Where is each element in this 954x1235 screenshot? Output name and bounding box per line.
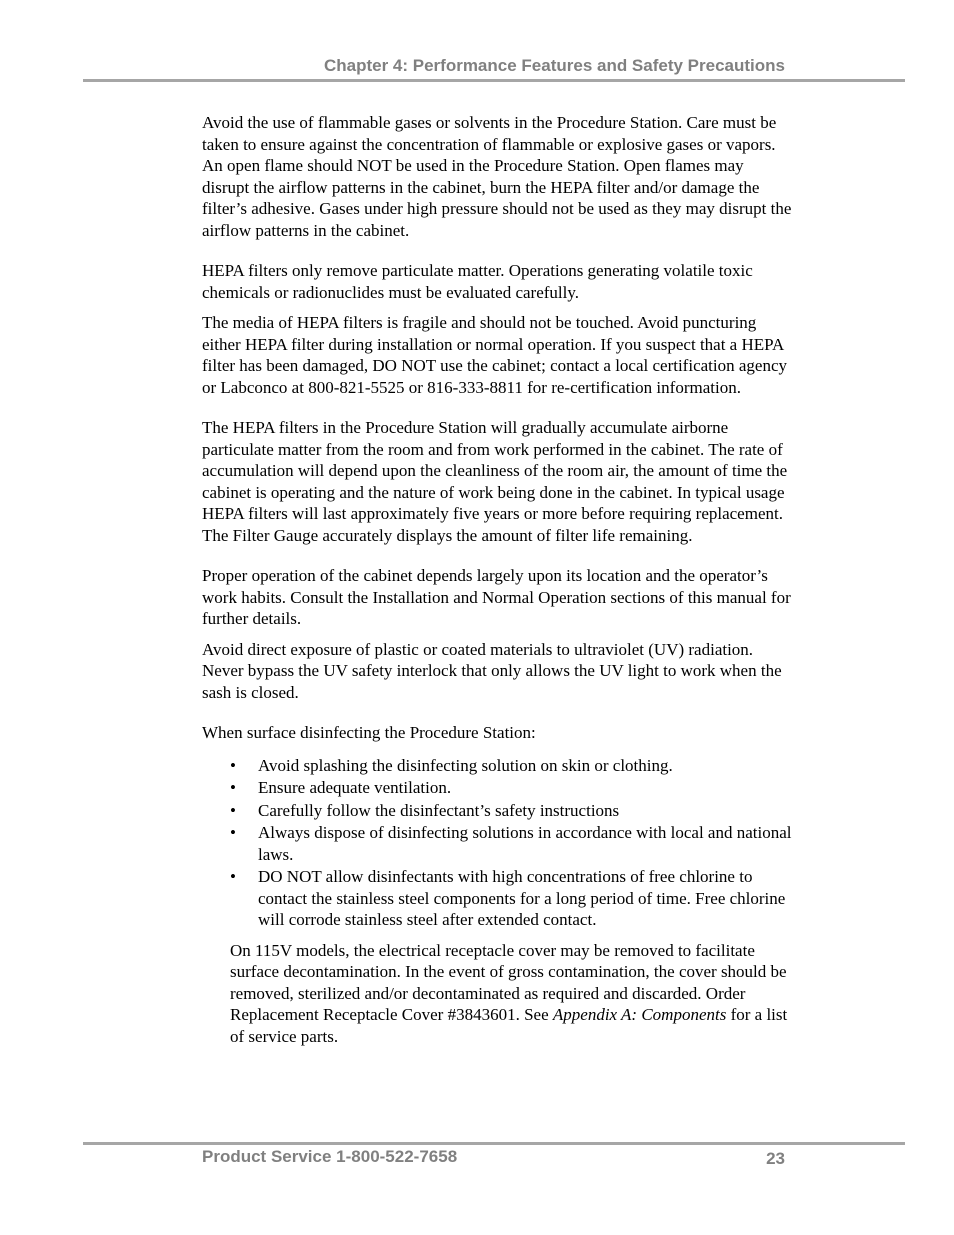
bullet-icon: •	[230, 800, 236, 820]
disinfecting-bullet-list	[202, 755, 792, 931]
list-item	[230, 866, 792, 931]
page-number: 23	[766, 1149, 785, 1168]
footer-rule	[83, 1142, 905, 1145]
paragraph-hepa-fragile: The media of HEPA filters is fragile and should not be touched. Avoid puncturing either HEPA filter during installation or normal operation. If you suspect that a HEPA filter has been damaged, DO NOT use the cabinet; contact a local certification agency or Labconco at 800-821-5525 or 816-333-8811 for re-certification information.	[202, 313, 787, 397]
paragraph-disinfecting-intro: When surface disinfecting the Procedure Station:	[202, 723, 536, 742]
bullet-icon: •	[230, 778, 236, 797]
paragraph-uv-exposure: Avoid direct exposure of plastic or coated materials to ultraviolet (UV) radiation. Never bypass the UV safety interlock that only allows the UV light to work when the sash is closed.	[202, 639, 782, 702]
appendix-reference: Appendix A: Components	[552, 1005, 727, 1024]
header-rule	[83, 79, 905, 82]
paragraph-receptacle-cover	[230, 940, 792, 1048]
paragraph-proper-operation: Proper operation of the cabinet depends largely upon its location and the operator’s work habits. Consult the Installation and Normal Operation sections of this manual for further details.	[202, 566, 791, 628]
list-item	[230, 755, 792, 777]
bullet-icon: •	[230, 755, 236, 775]
paragraph-hepa-accumulation: The HEPA filters in the Procedure Station will gradually accumulate airborne particulate matter from the room and from work performed in the cabinet. The rate of accumulation will depend upon the cleanliness of the room air, the amount of time the cabinet is operating and the nature of work being done in the cabinet. In typical usage HEPA filters will last approximately five years or more before requiring replacement. The Filter Gauge accurately displays the amount of filter life remaining.	[202, 418, 788, 545]
chapter-header: Chapter 4: Performance Features and Safety Precautions	[323, 56, 785, 75]
list-item-text: DO NOT allow disinfectants with high concentrations of free chlorine to contact the stainless steel components for a long period of time. Free chlorine will corrode stainless steel after extended contact.	[258, 867, 786, 929]
product-service-phone: Product Service 1-800-522-7658	[202, 1147, 458, 1166]
paragraph-flammable-gases: Avoid the use of flammable gases or solvents in the Procedure Station. Care must be taken to ensure against the concentration of flammable or explosive gases or vapors. An open flame should NOT be used in the Procedure Station. Open flames may disrupt the airflow patterns in the cabinet, burn the HEPA filter and/or damage the filter’s adhesive. Gases under high pressure should not be used as they may disrupt the airflow patterns in the cabinet.	[202, 113, 792, 240]
list-item-text: Always dispose of disinfecting solutions in accordance with local and national laws.	[258, 823, 792, 864]
list-item	[230, 777, 792, 799]
list-item	[230, 800, 792, 822]
list-item-text: Avoid splashing the disinfecting solution on skin or clothing.	[258, 755, 673, 775]
bullet-icon: •	[230, 823, 236, 842]
receptacle-text-end: for a list of service parts.	[230, 1005, 788, 1046]
receptacle-text-start: On 115V models, the electrical receptacle cover may be removed to facilitate surface decontamination. In the event of gross contamination, the cover should be removed, sterilized and/or decontaminated as required and discarded. Order Replacement Receptacle Cover #3843601. See	[230, 940, 787, 1024]
page-body	[202, 112, 792, 1047]
paragraph-hepa-particulate: HEPA filters only remove particulate matter. Operations generating volatile toxic chemicals or radionuclides must be evaluated carefully.	[202, 261, 753, 302]
list-item-text: Ensure adequate ventilation.	[258, 778, 452, 797]
list-item-text: Carefully follow the disinfectant’s safety instructions	[258, 800, 620, 820]
bullet-icon: •	[230, 867, 236, 886]
list-item	[230, 822, 792, 865]
